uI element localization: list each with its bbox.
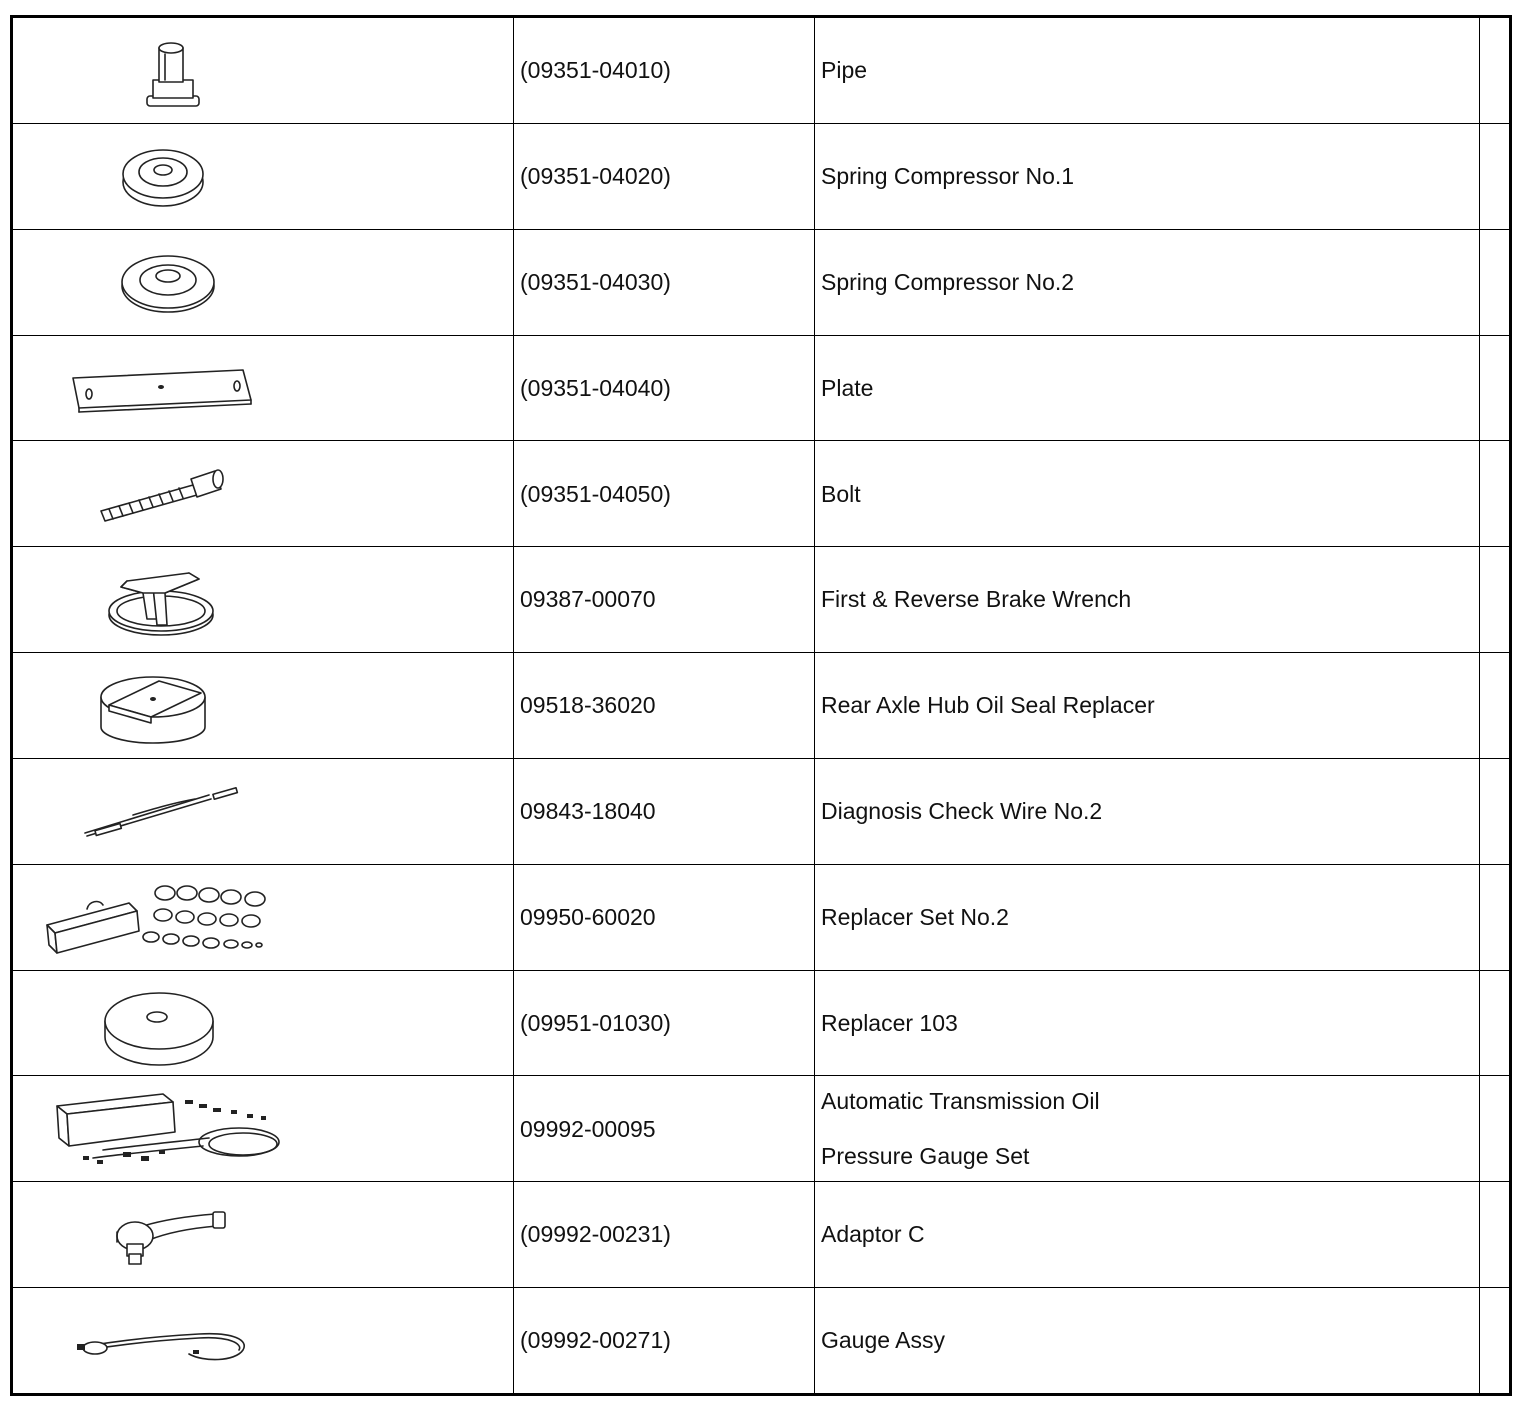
note-cell (1480, 441, 1511, 547)
tool-name (815, 1076, 1480, 1182)
table-row (12, 123, 1511, 229)
plate-icon (13, 336, 515, 440)
table-row (12, 229, 1511, 335)
part-number: (09351-04050) (514, 441, 815, 547)
tool-name: Bolt (815, 441, 1480, 547)
tool-name: Diagnosis Check Wire No.2 (815, 758, 1480, 864)
tool-name-line-1: Automatic Transmission Oil (821, 1088, 1100, 1115)
spring-compressor-1-icon (13, 124, 515, 228)
note-cell (1480, 653, 1511, 759)
tool-name: Gauge Assy (815, 1288, 1480, 1395)
part-number: (09351-04040) (514, 335, 815, 441)
gauge-hose-icon (13, 1288, 515, 1392)
tool-illustration-cell (12, 653, 514, 759)
part-number: (09351-04010) (514, 17, 815, 124)
tool-name: Replacer Set No.2 (815, 864, 1480, 970)
note-cell (1480, 123, 1511, 229)
tool-name: Pipe (815, 17, 1480, 124)
adaptor-icon (13, 1182, 515, 1286)
part-number: 09843-18040 (514, 758, 815, 864)
part-number: (09992-00231) (514, 1182, 815, 1288)
note-cell (1480, 335, 1511, 441)
replacer-set-icon (13, 865, 515, 969)
note-cell (1480, 547, 1511, 653)
check-wire-icon (13, 759, 515, 863)
part-number: (09351-04030) (514, 229, 815, 335)
brake-wrench-icon (13, 547, 515, 651)
pipe-icon (13, 18, 515, 122)
table-row (12, 1076, 1511, 1182)
tool-illustration-cell (12, 17, 514, 124)
note-cell (1480, 1288, 1511, 1395)
note-cell (1480, 1182, 1511, 1288)
part-number: 09992-00095 (514, 1076, 815, 1182)
tool-name: First & Reverse Brake Wrench (815, 547, 1480, 653)
table-row (12, 864, 1511, 970)
tool-name: Spring Compressor No.2 (815, 229, 1480, 335)
special-tools-table (10, 15, 1512, 1396)
tool-name: Replacer 103 (815, 970, 1480, 1076)
part-number: (09951-01030) (514, 970, 815, 1076)
note-cell (1480, 864, 1511, 970)
tool-illustration-cell (12, 970, 514, 1076)
tool-illustration-cell (12, 547, 514, 653)
tool-name: Spring Compressor No.1 (815, 123, 1480, 229)
tool-illustration-cell (12, 758, 514, 864)
table-row (12, 1182, 1511, 1288)
tool-name: Adaptor C (815, 1182, 1480, 1288)
tool-name: Rear Axle Hub Oil Seal Replacer (815, 653, 1480, 759)
tool-illustration-cell (12, 1076, 514, 1182)
tool-illustration-cell (12, 1182, 514, 1288)
note-cell (1480, 229, 1511, 335)
note-cell (1480, 758, 1511, 864)
replacer-disc-icon (13, 971, 515, 1075)
note-cell (1480, 17, 1511, 124)
note-cell (1480, 970, 1511, 1076)
tool-illustration-cell (12, 1288, 514, 1395)
table-row (12, 653, 1511, 759)
part-number: 09518-36020 (514, 653, 815, 759)
note-cell (1480, 1076, 1511, 1182)
oil-seal-replacer-icon (13, 653, 515, 757)
part-number: 09950-60020 (514, 864, 815, 970)
gauge-set-icon (13, 1076, 515, 1180)
table-row (12, 758, 1511, 864)
tool-illustration-cell (12, 335, 514, 441)
table-row (12, 335, 1511, 441)
tool-name-line-2: Pressure Gauge Set (821, 1142, 1030, 1169)
tool-illustration-cell (12, 229, 514, 335)
bolt-icon (13, 441, 515, 545)
tool-illustration-cell (12, 441, 514, 547)
spring-compressor-2-icon (13, 230, 515, 334)
tool-illustration-cell (12, 123, 514, 229)
table-row (12, 1288, 1511, 1395)
table-row (12, 970, 1511, 1076)
tool-name: Plate (815, 335, 1480, 441)
table-row (12, 441, 1511, 547)
part-number: 09387-00070 (514, 547, 815, 653)
table-row (12, 547, 1511, 653)
part-number: (09992-00271) (514, 1288, 815, 1395)
part-number: (09351-04020) (514, 123, 815, 229)
table-row (12, 17, 1511, 124)
tool-illustration-cell (12, 864, 514, 970)
